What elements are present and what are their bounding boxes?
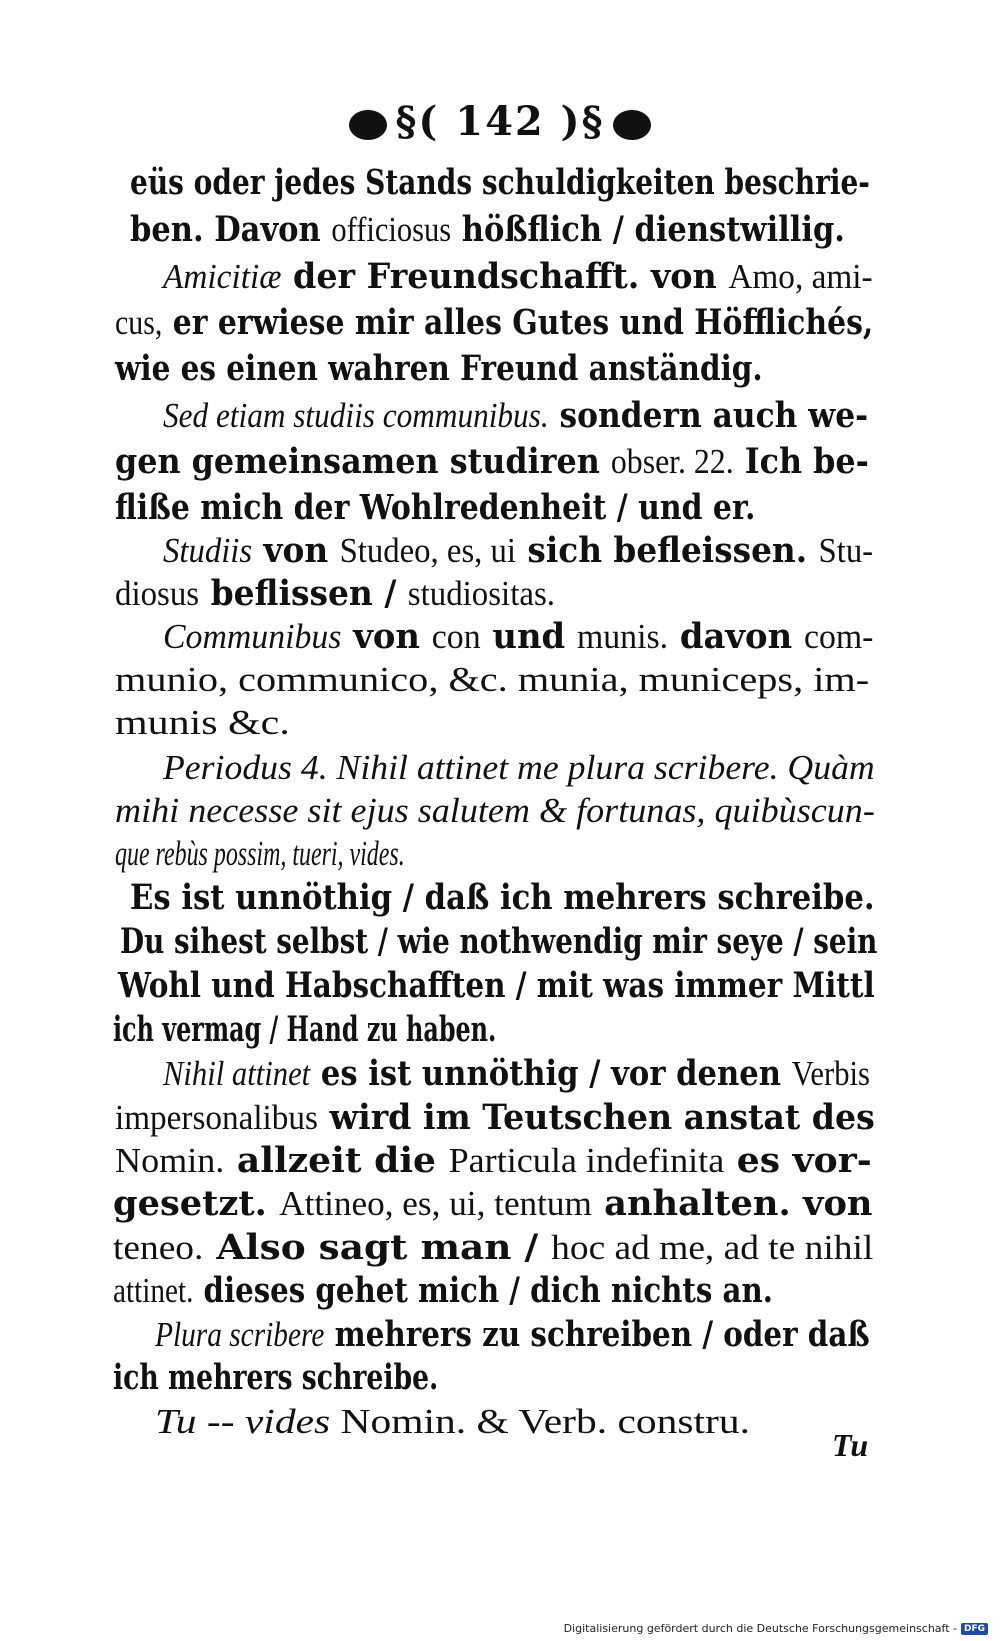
text-segment: Ich be- [733, 441, 869, 482]
text-segment: com- [803, 617, 874, 656]
text-line [115, 488, 755, 528]
text-line [118, 966, 875, 1006]
text-line [115, 442, 869, 482]
text-line [113, 1271, 773, 1311]
text-segment: es vor- [724, 1140, 872, 1181]
text-segment: Nihil attinet [163, 1054, 311, 1093]
text-line [115, 703, 290, 743]
page-header: §( 142 )§ [0, 98, 1000, 145]
dfg-logo: DFG [961, 1623, 988, 1635]
text-segment: hößflich / dienstwillig. [451, 209, 845, 250]
text-segment: Verbis [791, 1054, 870, 1093]
text-segment: obser. 22. [610, 442, 734, 481]
text-line [115, 349, 763, 389]
text-line [163, 257, 873, 297]
text-segment: Periodus 4. Nihil attinet me plura scribere. Quàm [163, 748, 875, 787]
text-segment: diosus [115, 574, 200, 613]
ornament-right-icon [613, 110, 651, 140]
text-segment: Wohl und Habschafften / mit was immer Mittl [118, 965, 875, 1006]
text-segment: beflissen / [199, 573, 408, 614]
text-segment: Nomin. & Verb. constru. [330, 1402, 750, 1441]
text-segment: wie es einen wahren Freund anständig. [115, 348, 763, 389]
footer-text: Digitalisierung gefördert durch die Deutsche Forschungsgemeinschaft - [563, 1622, 957, 1635]
text-segment: cus, [115, 303, 163, 342]
text-line [163, 617, 873, 657]
text-line [113, 1184, 873, 1224]
text-line [155, 1315, 870, 1355]
text-segment: attinet. [113, 1271, 194, 1310]
text-segment: von [341, 616, 432, 657]
text-line [115, 660, 869, 700]
text-segment: Nomin. [115, 1141, 225, 1180]
text-line [115, 1141, 872, 1181]
text-segment: Es ist unnöthig / daß ich mehrers schreibe. [130, 877, 875, 918]
text-segment: der Freundschafft. von [281, 256, 729, 297]
text-segment: anhalten. von [591, 1183, 873, 1224]
text-segment: gen gemeinsamen studiren [115, 441, 611, 482]
text-segment: dieses gehet mich / dich nichts an. [193, 1270, 773, 1311]
text-segment: Also sagt man / [203, 1227, 552, 1268]
text-segment: fliße mich der Wohlredenheit / und er. [115, 487, 756, 528]
text-line [115, 1098, 875, 1138]
text-line [163, 748, 875, 788]
text-line [163, 396, 868, 436]
text-segment: ich mehrers schreibe. [113, 1357, 439, 1398]
text-segment: Studiis [163, 531, 253, 570]
text-segment: Plura scribere [155, 1315, 325, 1354]
text-segment: studiositas. [407, 574, 555, 613]
text-line [113, 1010, 496, 1050]
page-number: 142 [455, 98, 545, 145]
text-line [130, 878, 875, 918]
text-segment: gesetzt. [113, 1183, 280, 1224]
text-segment: Attineo, es, ui, tentum [279, 1184, 592, 1223]
text-segment: munis. [576, 617, 669, 656]
text-segment: er erwiese mir alles Gutes und Höfflichés, [162, 302, 874, 343]
text-segment: ich vermag / Hand zu haben. [113, 1009, 497, 1050]
catchword: Tu [832, 1427, 869, 1463]
text-segment: Amicitiæ [163, 257, 282, 296]
text-segment: Tu -- vides [155, 1402, 331, 1441]
text-line [130, 210, 845, 250]
text-line [163, 531, 873, 571]
text-segment: wird im Teutschen anstat des [317, 1097, 875, 1138]
text-line [120, 922, 877, 962]
text-segment: Particula indefinita [448, 1141, 725, 1180]
text-segment: Amo, ami- [728, 257, 873, 296]
text-line [113, 1358, 438, 1398]
text-segment: mehrers zu schreiben / oder daß [324, 1314, 870, 1355]
text-line [115, 834, 405, 874]
text-segment: munio, communico, &c. munia, municeps, im- [115, 660, 870, 699]
text-segment: hoc ad me, ad te nihil [551, 1228, 874, 1267]
text-line [130, 163, 870, 203]
text-segment: Du sihest selbst / wie nothwendig mir seye / sein [120, 921, 878, 962]
text-segment: Studeo, es, ui [339, 531, 517, 570]
text-segment: que rebùs possim, tueri, vides. [115, 834, 405, 873]
text-segment: Sed etiam studiis communibus. [163, 396, 549, 435]
text-segment: und [480, 616, 577, 657]
text-segment: mihi necesse sit ejus salutem & fortunas, quibùscun- [115, 791, 875, 830]
text-line [115, 574, 555, 614]
text-line [155, 1402, 750, 1442]
text-segment: allzeit die [224, 1140, 449, 1181]
text-segment: officiosus [331, 210, 452, 249]
text-segment: sondern auch we- [548, 395, 869, 436]
text-segment: Stu- [818, 531, 874, 570]
text-segment: con [431, 617, 481, 656]
text-segment: davon [668, 616, 804, 657]
text-segment: es ist unnöthig / vor denen [310, 1053, 792, 1094]
text-segment: munis &c. [115, 703, 290, 742]
text-line [113, 1228, 873, 1268]
text-line [115, 303, 873, 343]
text-segment: Communibus [163, 617, 342, 656]
text-segment: impersonalibus [115, 1098, 318, 1137]
text-segment: ben. Davon [130, 209, 332, 250]
digitization-footer [564, 1622, 988, 1635]
text-segment: von [252, 530, 340, 571]
text-segment: eüs oder jedes Stands schuldigkeiten beschrie- [130, 162, 870, 203]
ornament-left-icon [349, 110, 387, 140]
text-segment: teneo. [113, 1228, 204, 1267]
text-segment: sich befleissen. [516, 530, 819, 571]
text-line [115, 791, 875, 831]
text-line [163, 1054, 870, 1094]
